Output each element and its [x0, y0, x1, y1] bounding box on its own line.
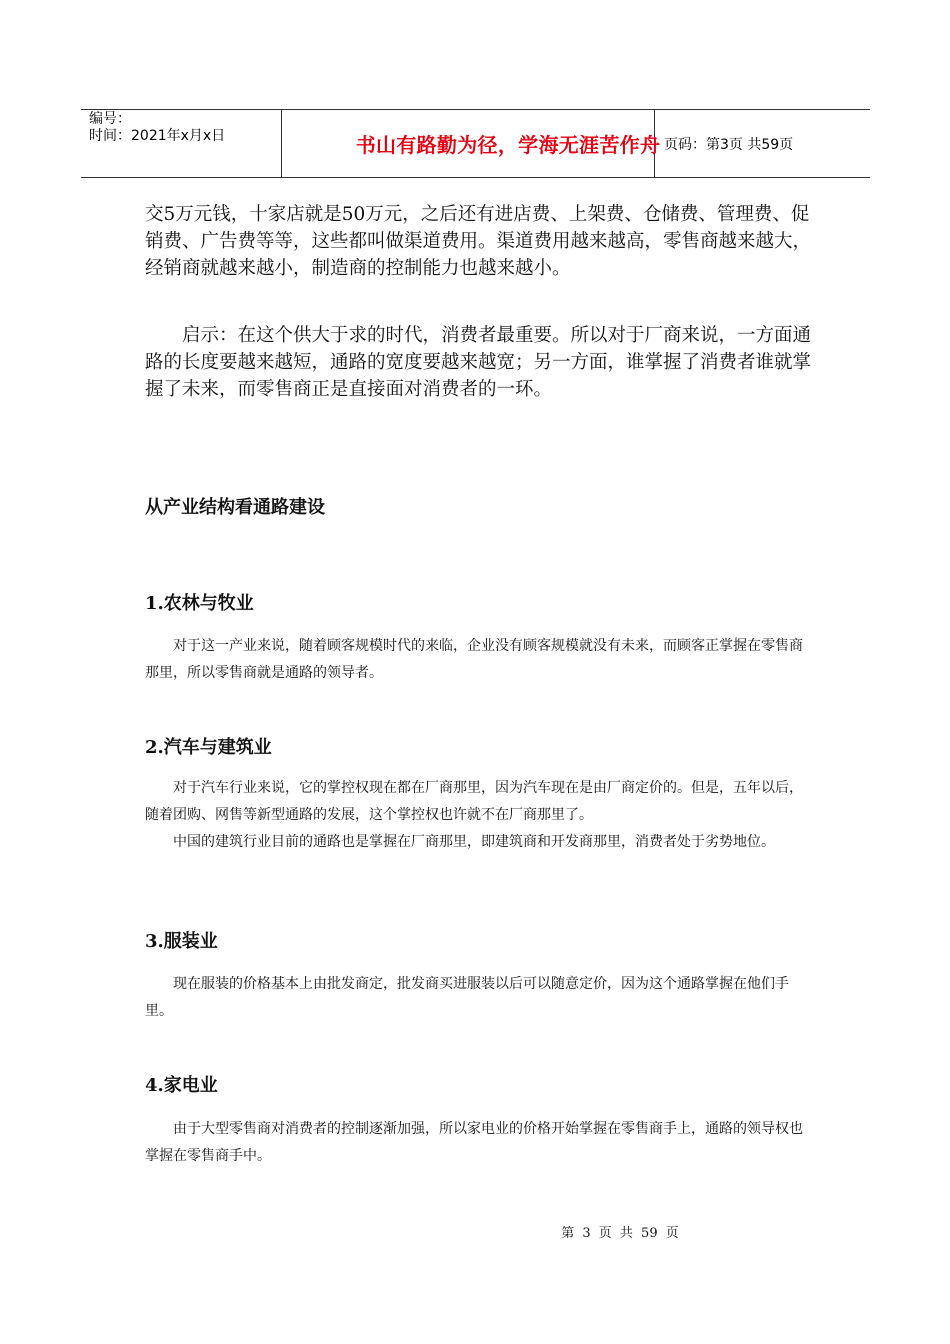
page-header [81, 109, 870, 178]
subsection-title: 1.农林与牧业 [145, 593, 254, 614]
section-paragraph: 对于这一产业来说，随着顾客规模时代的来临，企业没有顾客规模就没有未来，而顾客正掌握在零售商那里，所以零售商就是通路的领导者。 [145, 638, 803, 681]
header-meta [89, 111, 225, 145]
page-footer: 第 3 页 共 59 页 [561, 1226, 679, 1241]
section-heading: 从产业结构看通路建设 [145, 497, 325, 518]
header-page-info: 页码：第3页 共59页 [664, 136, 794, 153]
section-paragraph: 由于大型零售商对消费者的控制逐渐加强，所以家电业的价格开始掌握在零售商手上，通路的领导权也掌握在零售商手中。 [145, 1121, 803, 1164]
header-motto: 书山有路勤为径，学海无涯苦作舟 [355, 133, 661, 157]
subsection-title: 2.汽车与建筑业 [145, 737, 272, 758]
section-paragraph: 中国的建筑行业目前的通路也是掌握在厂商那里，即建筑商和开发商那里，消费者处于劣势地位。 [173, 834, 775, 850]
subsection-title: 3.服装业 [145, 931, 218, 952]
body-paragraph: 交5万元钱，十家店就是50万元，之后还有进店费、上架费、仓储费、管理费、促销费、广告费等等，这些都叫做渠道费用。渠道费用越来越高，零售商越来越大，经销商就越来越小，制造商的控制能力也越来越小。 [145, 204, 812, 279]
body-paragraph: 启示：在这个供大于求的时代，消费者最重要。所以对于厂商来说，一方面通路的长度要越来越短，通路的宽度要越来越宽；另一方面，谁掌握了消费者谁就掌握了未来，而零售商正是直接面对消费者的一环。 [145, 325, 812, 400]
header-time: 时间：2021年x月x日 [89, 128, 226, 144]
section-paragraph: 对于汽车行业来说，它的掌控权现在都在厂商那里，因为汽车现在是由厂商定价的。但是，五年以后，随着团购、网售等新型通路的发展，这个掌控权也许就不在厂商那里了。 [145, 780, 803, 823]
section-paragraph: 现在服装的价格基本上由批发商定，批发商买进服装以后可以随意定价，因为这个通路掌握在他们手里。 [145, 976, 789, 1019]
header-number: 编号： [89, 111, 131, 127]
subsection-title: 4.家电业 [145, 1075, 218, 1096]
